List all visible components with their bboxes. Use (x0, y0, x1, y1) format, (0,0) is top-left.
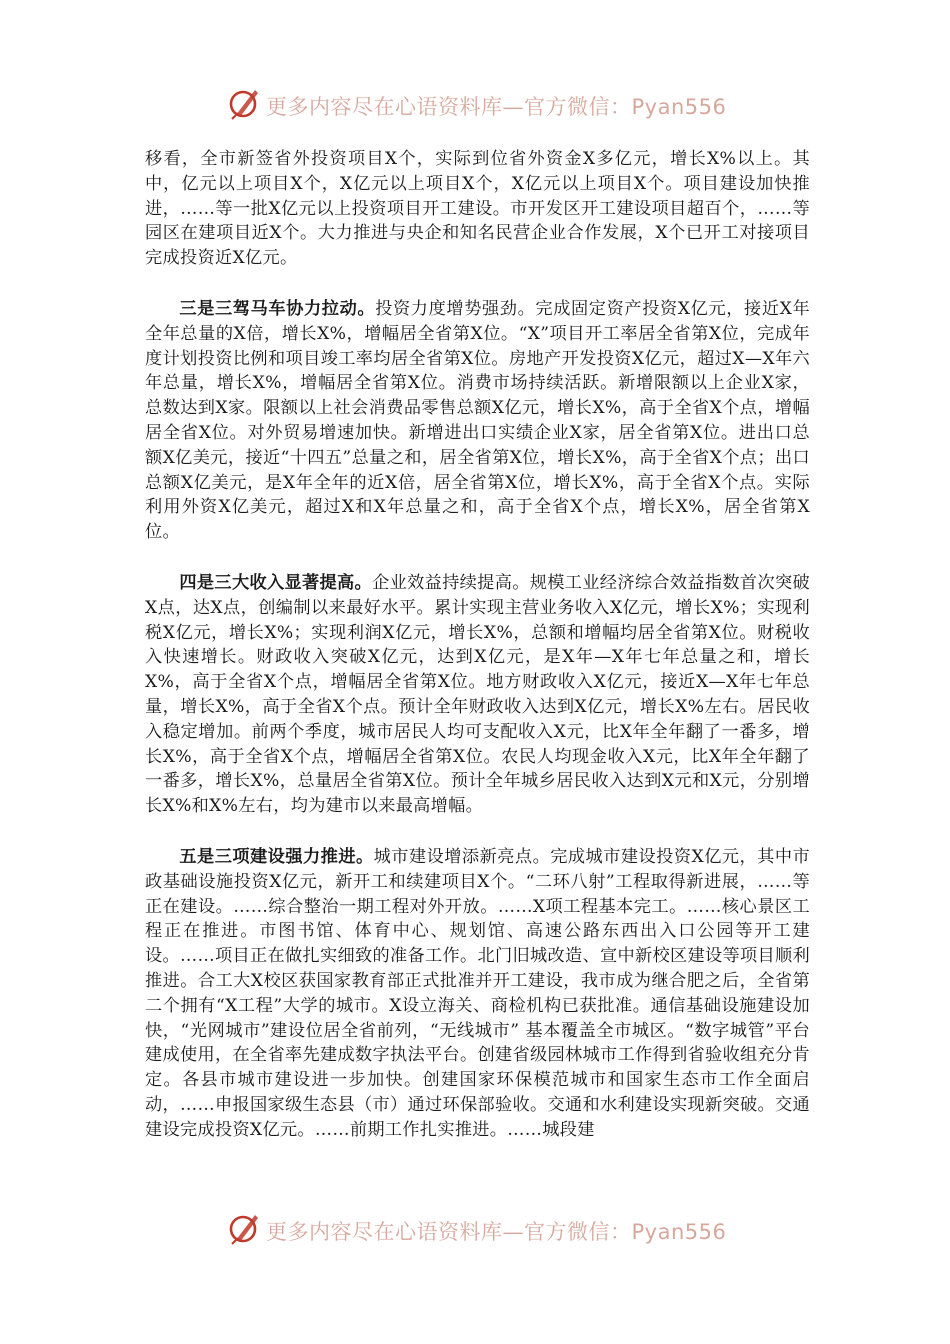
paragraph-body: 企业效益持续提高。规模工业经济综合效益指数首次突破X点，达X点，创编制以来最好水平。累计实现主营业务收入X亿元，增长X%；实现利税X亿元，增长X%；实现利润X亿元，增长X%，总额和增幅均居全省第X位。财税收入快速增长。财政收入突破X亿元，达到X亿元，是X年—X年七年总量之和，增长X%，高于全省X个点，增幅居全省第X位。地方财政收入X亿元，接近X—X年七年总量，增长X%，高于全省X个点。预计全年财政收入达到X亿元，增长X%左右。居民收入稳定增加。前两个季度，城市居民人均可支配收入X元，比X年全年翻了一番多，增长X%，高于全省X个点，增幅居全省第X位。农民人均现金收入X元，比X年全年翻了一番多，增长X%，总量居全省第X位。预计全年城乡居民收入达到X元和X元，分别增长X%和X%左右，均为建市以来最高增幅。 (145, 572, 810, 817)
paragraph-three-carriages (145, 297, 810, 545)
paragraph-three-incomes (145, 571, 810, 819)
wechat-id: Pyan556 (631, 1220, 727, 1244)
watermark-label: 更多内容尽在心语资料库—官方微信： (266, 1220, 632, 1244)
document-body (145, 147, 810, 1168)
paragraph-continuation (145, 147, 810, 271)
paragraph-body: 移看，全市新签省外投资项目X个，实际到位省外资金X多亿元，增长X%以上。其中，亿元以上项目X个，X亿元以上项目X个，X亿元以上项目X个。项目建设加快推进，……等一批X亿元以上投资项目开工建设。市开发区开工建设项目超百个，……等园区在建项目近X个。大力推进与央企和知名民营企业合作发展，X个已开工对接项目完成投资近X亿元。 (145, 149, 810, 269)
watermark-text (266, 1216, 726, 1246)
quill-pen-logo-icon (228, 85, 262, 123)
paragraph-body: 投资力度增势强劲。完成固定资产投资X亿元，接近X年全年总量的X倍，增长X%，增幅居全省第X位。“X”项目开工率居全省第X位，完成年度计划投资比例和项目竣工率均居全省第X位。房地产开发投资X亿元，超过X—X年六年总量，增长X%，增幅居全省第X位。消费市场持续活跃。新增限额以上企业X家，总数达到X家。限额以上社会消费品零售总额X亿元，增长X%，高于全省X个点，增幅居全省X位。对外贸易增速加快。新增进出口实绩企业X家，居全省第X位。进出口总额X亿美元，接近“十四五”总量之和，居全省第X位，增长X%，高于全省X个点；出口总额X亿美元，是X年全年的近X倍，居全省第X位，增长X%，高于全省X个点。实际利用外资X亿美元，超过X和X年总量之和，高于全省X个点，增长X%，居全省第X位。 (145, 298, 810, 543)
watermark-text (266, 91, 726, 121)
paragraph-heading: 四是三大收入显著提高。 (179, 572, 373, 593)
watermark-label: 更多内容尽在心语资料库—官方微信： (266, 95, 632, 119)
quill-pen-logo-icon (228, 1210, 262, 1248)
header-watermark-banner (0, 85, 950, 125)
paragraph-body: 城市建设增添新亮点。完成城市建设投资X亿元，其中市政基础设施投资X亿元，新开工和续建项目X个。“二环八射”工程取得新进展，……等正在建设。……综合整治一期工程对外开放。……X项工程基本完工。……核心景区工程正在推进。市图书馆、体育中心、规划馆、高速公路东西出入口公园等开工建设。……项目正在做扎实细致的准备工作。北门旧城改造、宣中新校区建设等项目顺利推进。合工大X校区获国家教育部正式批准并开工建设，我市成为继合肥之后，全省第二个拥有“X工程”大学的城市。X设立海关、商检机构已获批准。通信基础设施建设加快，“光网城市”建设位居全省前列，“无线城市” 基本覆盖全市城区。“数字城管”平台建成使用，在全省率先建成数字执法平台。创建省级园林城市工作得到省验收组充分肯定。各县市城市建设进一步加快。创建国家环保模范城市和国家生态市工作全面启动，……申报国家级生态县（市）通过环保部验收。交通和水利建设实现新突破。交通建设完成投资X亿元。……前期工作扎实推进。……城段建 (145, 846, 810, 1140)
footer-watermark-banner (0, 1210, 950, 1250)
paragraph-heading: 三是三驾马车协力拉动。 (179, 298, 376, 319)
paragraph-three-constructions (145, 845, 810, 1143)
paragraph-heading: 五是三项建设强力推进。 (179, 846, 374, 867)
wechat-id: Pyan556 (631, 95, 727, 119)
